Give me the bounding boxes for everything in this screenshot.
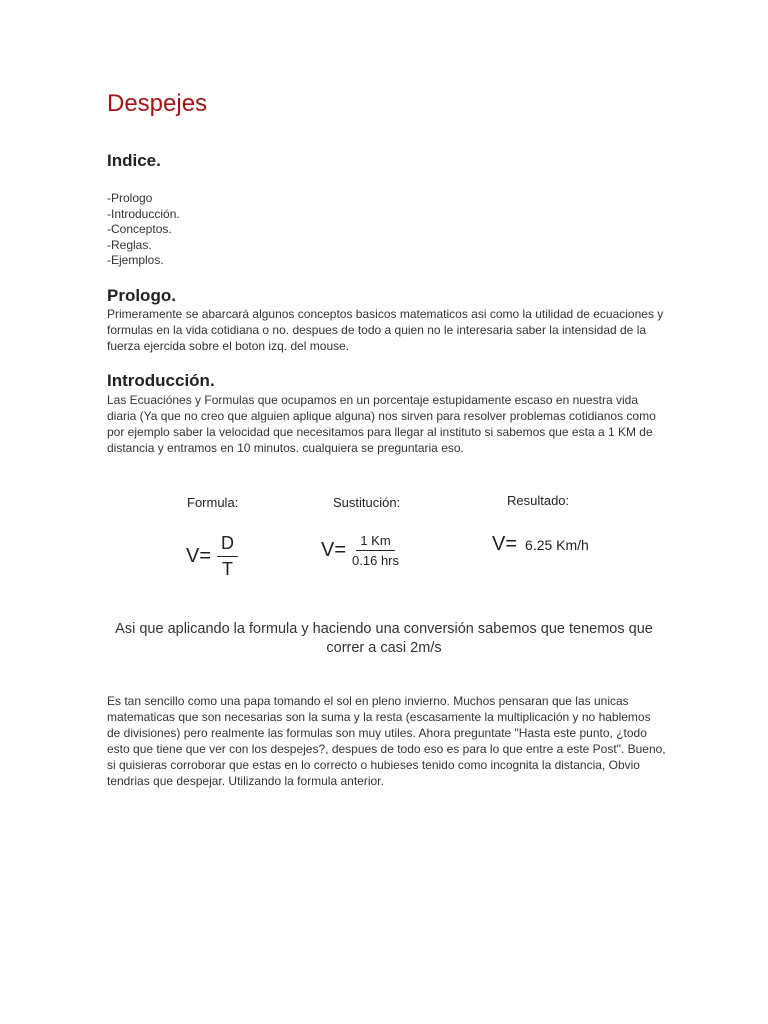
conclusion-line: Asi que aplicando la formula y haciendo una conversión sabemos que tenemos que correr a casi 2m/s — [115, 621, 653, 656]
result-expression — [492, 533, 589, 556]
result-lhs: V= — [492, 533, 518, 555]
substitution-fraction — [352, 533, 399, 568]
substitution-numerator: 1 Km — [356, 533, 394, 551]
formula-numerator: D — [217, 533, 238, 557]
substitution-denominator: 0.16 hrs — [352, 553, 400, 568]
formula-denominator: T — [222, 559, 234, 579]
prologue-text: Primeramente se abarcará algunos conceptos basicos matematicos asi como la utilidad de ecuaciones y formulas en la vida cotidiana o no. despues de todo a quien no le interesaria saber la intensidad de la fuerza ejercida sobre el boton izq. del mouse. — [107, 307, 664, 353]
formula-figure — [170, 485, 610, 585]
formula-label: Formula: — [187, 495, 239, 510]
document-title: Despejes — [107, 90, 208, 117]
substitution-lhs: V= — [321, 539, 347, 561]
index-item-prologo: -Prologo — [107, 191, 153, 205]
index-item-ejemplos: -Ejemplos. — [107, 253, 164, 267]
closing-paragraph: Es tan sencillo como una papa tomando el sol en pleno invierno. Muchos pensaran que las unicas matematicas que son necesarias son la suma y la resta (escasamente la multiplicación y no hablemos de divisiones) pero realmente las formulas son muy utiles. Ahora preguntate "Hasta este punto, ¿todo esto que tiene que ver con los despejes?, despues de todo eso es para lo que entre a este Post". Bueno, si quisieras corroborar que estas en lo correcto o hubieses tenido como incognita la distancia, Obvio tendrias que despejar. Utilizando la formula anterior. — [107, 694, 666, 788]
prologue-heading: Prologo. — [107, 286, 176, 305]
introduction-heading: Introducción. — [107, 371, 215, 390]
result-value: 6.25 Km/h — [525, 536, 589, 553]
result-label: Resultado: — [507, 493, 570, 508]
formula-lhs: V= — [186, 545, 212, 567]
index-item-introduccion: -Introducción. — [107, 206, 180, 221]
index-heading: Indice. — [107, 151, 161, 170]
index-item-reglas: -Reglas. — [107, 237, 152, 252]
index-list — [107, 191, 180, 269]
formula-fraction — [217, 533, 238, 580]
substitution-expression — [321, 533, 399, 568]
substitution-label: Sustitución: — [333, 495, 401, 510]
index-item-conceptos: -Conceptos. — [107, 222, 172, 236]
formula-expression — [186, 533, 238, 580]
introduction-text: Las Ecuaciónes y Formulas que ocupamos en un porcentaje estupidamente escaso en nuestra vida diaria (Ya que no creo que alguien aplique alguna) nos sirven para resolver problemas cotidianos como por ejemplo saber la velocidad que necesitamos para llegar al instituto si sabemos que esta a 1 KM de distancia y entramos en 10 minutos. cualquiera se preguntaria eso. — [107, 393, 656, 455]
